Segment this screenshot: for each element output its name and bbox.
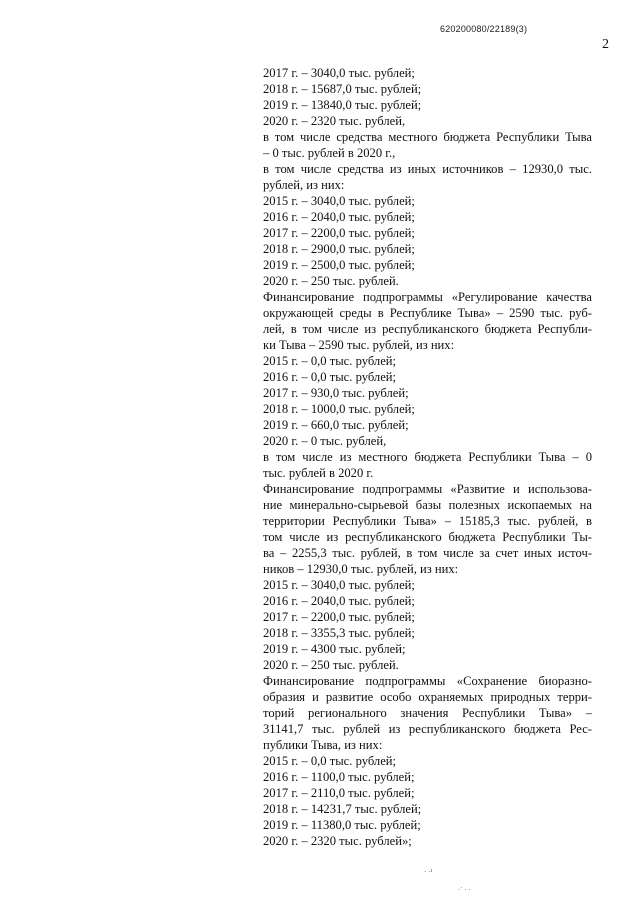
- text-line: 2016 г. – 1100,0 тыс. рублей;: [263, 770, 415, 784]
- text-line: 2018 г. – 2900,0 тыс. рублей;: [263, 242, 415, 256]
- text-line: 2017 г. – 3040,0 тыс. рублей;: [263, 66, 415, 80]
- document-id: 620200080/22189(3): [440, 24, 528, 34]
- text-line: 2018 г. – 15687,0 тыс. рублей;: [263, 82, 422, 96]
- text-line: 2019 г. – 660,0 тыс. рублей;: [263, 418, 409, 432]
- text-line: ников – 12930,0 тыс. рублей, из них:: [263, 562, 459, 576]
- text-line: в том числе из местного бюджета Республики Тыва – 0: [263, 450, 592, 464]
- text-line: том числе из республиканского бюджета Республики Ты-: [263, 530, 592, 544]
- text-line: в том числе средства из иных источников – 12930,0 тыс.: [263, 162, 592, 176]
- text-line: Финансирование подпрограммы «Развитие и использова-: [263, 482, 592, 496]
- text-line: рублей, из них:: [263, 178, 345, 192]
- text-line: 2020 г. – 0 тыс. рублей,: [263, 434, 387, 448]
- text-line: 2016 г. – 0,0 тыс. рублей;: [263, 370, 397, 384]
- text-line: 2018 г. – 1000,0 тыс. рублей;: [263, 402, 415, 416]
- text-line: 2015 г. – 3040,0 тыс. рублей;: [263, 578, 415, 592]
- text-line: окружающей среды в Республике Тыва» – 2590 тыс. руб-: [263, 306, 592, 320]
- text-line: 2017 г. – 930,0 тыс. рублей;: [263, 386, 409, 400]
- text-line: 2015 г. – 3040,0 тыс. рублей;: [263, 194, 415, 208]
- text-line: 2015 г. – 0,0 тыс. рублей;: [263, 754, 397, 768]
- text-line: 2017 г. – 2200,0 тыс. рублей;: [263, 610, 415, 624]
- page-number: 2: [602, 37, 609, 52]
- text-line: 2019 г. – 13840,0 тыс. рублей;: [263, 98, 422, 112]
- document-body: [263, 65, 592, 849]
- text-line: Финансирование подпрограммы «Сохранение биоразно-: [263, 674, 592, 688]
- text-line: 2020 г. – 250 тыс. рублей.: [263, 658, 399, 672]
- text-line: торий регионального значения Республики Тыва» –: [263, 706, 592, 720]
- scan-artifact: · ·¹: [424, 868, 433, 876]
- text-line: в том числе средства местного бюджета Республики Тыва: [263, 130, 592, 144]
- text-line: территории Республики Тыва» – 15185,3 тыс. рублей, в: [263, 514, 592, 528]
- text-line: образия и развитие особо охраняемых природных терри-: [263, 690, 592, 704]
- text-line: 2017 г. – 2110,0 тыс. рублей;: [263, 786, 415, 800]
- text-line: 2019 г. – 2500,0 тыс. рублей;: [263, 258, 415, 272]
- text-line: 2018 г. – 3355,3 тыс. рублей;: [263, 626, 415, 640]
- text-line: 2018 г. – 14231,7 тыс. рублей;: [263, 802, 422, 816]
- text-line: 31141,7 тыс. рублей из республиканского бюджета Рес-: [263, 722, 592, 736]
- text-line: 2016 г. – 2040,0 тыс. рублей;: [263, 594, 415, 608]
- text-line: тыс. рублей в 2020 г.: [263, 466, 374, 480]
- text-line: ва – 2255,3 тыс. рублей, в том числе за счет иных источ-: [263, 546, 592, 560]
- text-line: 2020 г. – 250 тыс. рублей.: [263, 274, 399, 288]
- text-line: ние минерально-сырьевой базы полезных ископаемых на: [263, 498, 592, 512]
- text-line: 2015 г. – 0,0 тыс. рублей;: [263, 354, 397, 368]
- text-line: 2019 г. – 11380,0 тыс. рублей;: [263, 818, 421, 832]
- text-line: ки Тыва – 2590 тыс. рублей, из них:: [263, 338, 455, 352]
- text-line: публики Тыва, из них:: [263, 738, 383, 752]
- text-line: лей, в том числе из республиканского бюджета Республи-: [263, 322, 592, 336]
- text-line: 2020 г. – 2320 тыс. рублей,: [263, 114, 406, 128]
- text-line: 2016 г. – 2040,0 тыс. рублей;: [263, 210, 415, 224]
- scan-artifact: ·˙ · ·: [458, 886, 471, 894]
- text-line: 2017 г. – 2200,0 тыс. рублей;: [263, 226, 415, 240]
- text-line: 2019 г. – 4300 тыс. рублей;: [263, 642, 406, 656]
- text-line: – 0 тыс. рублей в 2020 г.,: [263, 146, 396, 160]
- text-line: 2020 г. – 2320 тыс. рублей»;: [263, 834, 412, 848]
- text-line: Финансирование подпрограммы «Регулирование качества: [263, 290, 592, 304]
